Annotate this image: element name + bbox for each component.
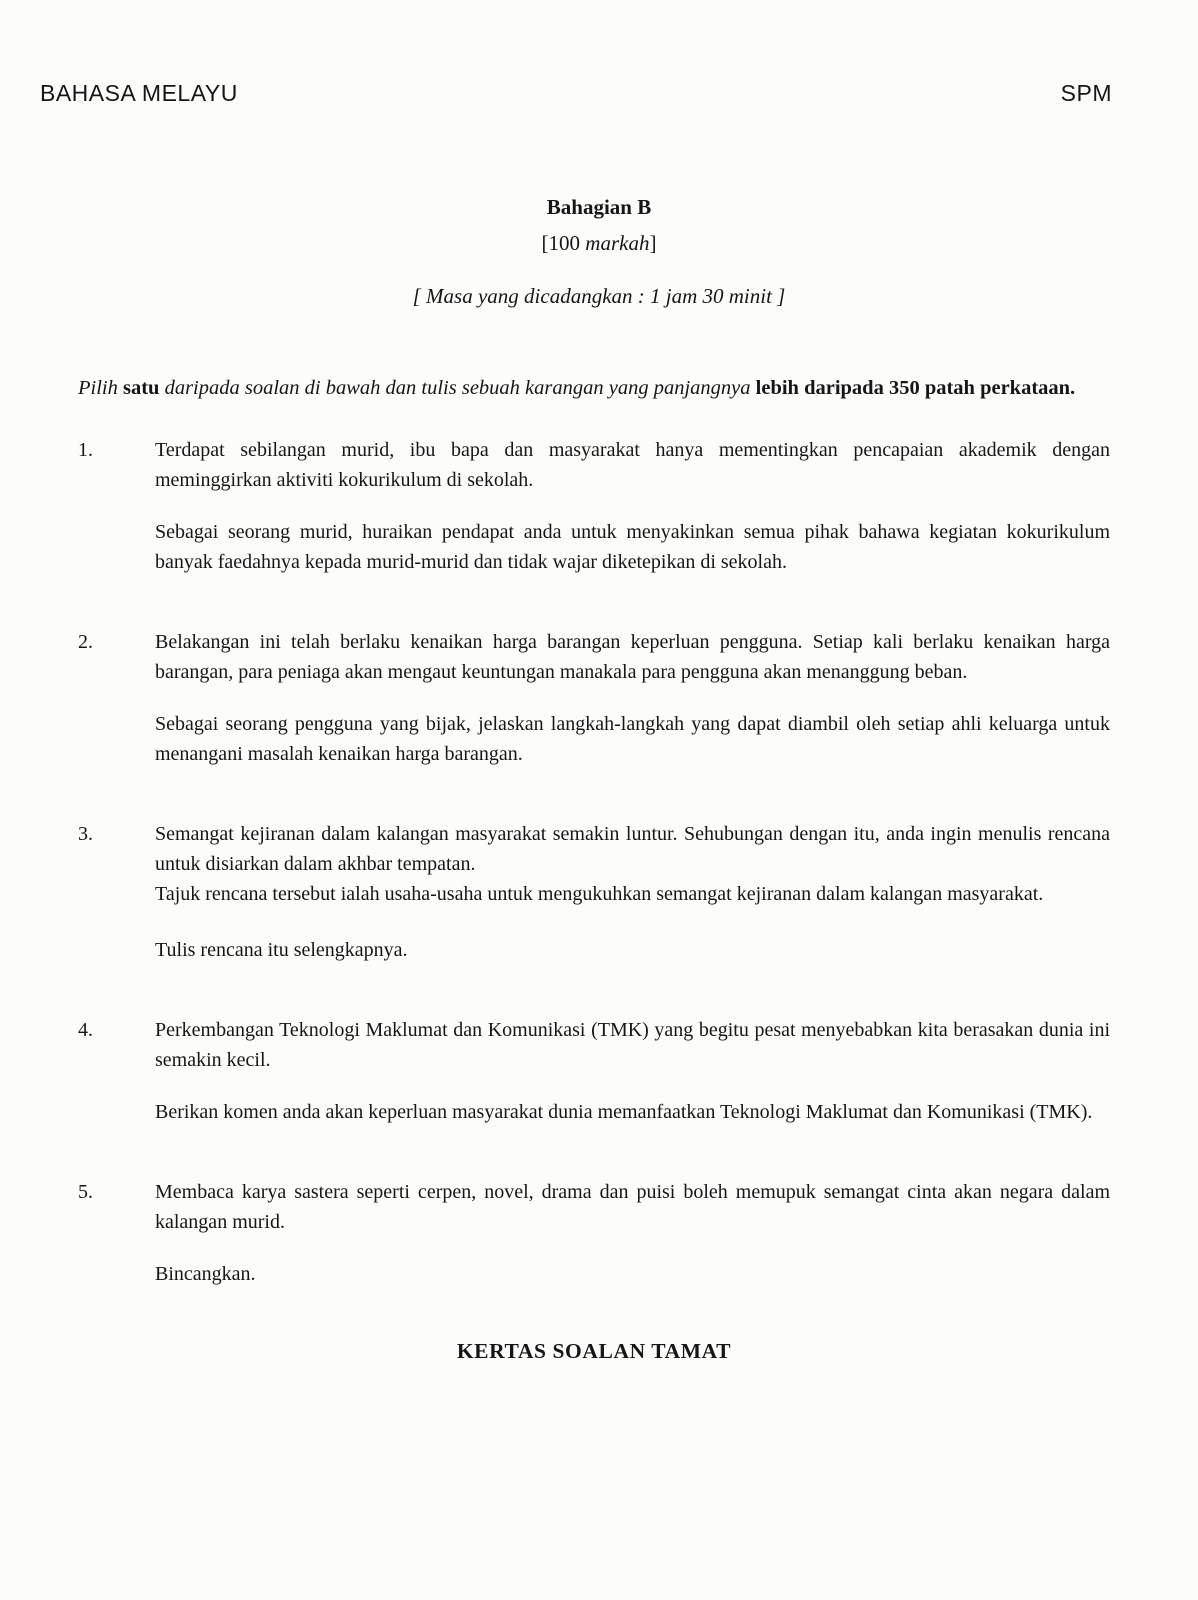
- question-paragraph: Sebagai seorang murid, huraikan pendapat anda untuk menyakinkan semua pihak bahawa kegiatan kokurikulum banyak faedahnya kepada murid-murid dan tidak wajar diketepikan di sekolah.: [155, 521, 1110, 573]
- instruction-part-4: lebih daripada 350 patah perkataan.: [755, 377, 1076, 399]
- question-paragraph: Belakangan ini telah berlaku kenaikan harga barangan keperluan pengguna. Setiap kali berlaku kenaikan harga barangan, para peniaga akan mengaut keuntungan manakala para pengguna akan menanggung beban.: [155, 631, 1110, 683]
- question-body: [155, 627, 1110, 769]
- question-number: 5.: [78, 1181, 93, 1203]
- question-3: [78, 819, 1110, 965]
- section-title: Bahagian B: [546, 195, 652, 219]
- marks-italic: markah: [585, 231, 650, 255]
- section-heading-block: [0, 195, 1198, 309]
- instruction-part-1: Pilih: [78, 377, 123, 399]
- question-paragraph: Semangat kejiranan dalam kalangan masyarakat semakin luntur. Sehubungan dengan itu, anda ingin menulis rencana untuk disiarkan dalam akhbar tempatan.: [155, 823, 1110, 875]
- question-1: [78, 435, 1110, 577]
- marks-close: ]: [649, 231, 657, 255]
- question-paragraph: Sebagai seorang pengguna yang bijak, jelaskan langkah-langkah yang dapat diambil oleh setiap ahli keluarga untuk menangani masalah kenaikan harga barangan.: [155, 713, 1110, 765]
- instruction-part-2: satu: [122, 377, 160, 399]
- question-paragraph: Bincangkan.: [155, 1263, 256, 1285]
- page-content: [0, 373, 1198, 1364]
- question-paragraph: Terdapat sebilangan murid, ibu bapa dan masyarakat hanya mementingkan pencapaian akademik dengan meminggirkan aktiviti kokurikulum di sekolah.: [155, 439, 1110, 491]
- question-number: 4.: [78, 1019, 93, 1041]
- question-body: [155, 1177, 1110, 1289]
- question-paragraph: Tulis rencana itu selengkapnya.: [155, 939, 408, 961]
- question-5: [78, 1177, 1110, 1289]
- question-paragraph: Tajuk rencana tersebut ialah usaha-usaha untuk mengukuhkan semangat kejiranan dalam kalangan masyarakat.: [155, 883, 1044, 905]
- subject-title: BAHASA MELAYU: [40, 80, 238, 106]
- marks-line: [0, 231, 1198, 256]
- question-number: 2.: [78, 631, 93, 653]
- marks-open: [100: [541, 231, 586, 255]
- question-paragraph: Berikan komen anda akan keperluan masyarakat dunia memanfaatkan Teknologi Maklumat dan Komunikasi (TMK).: [155, 1101, 1093, 1123]
- question-body: [155, 435, 1110, 577]
- end-of-paper-title: KERTAS SOALAN TAMAT: [456, 1339, 732, 1363]
- question-2: [78, 627, 1110, 769]
- question-paragraph: Membaca karya sastera seperti cerpen, novel, drama dan puisi boleh memupuk semangat cinta akan negara dalam kalangan murid.: [155, 1181, 1110, 1233]
- instruction-text: [78, 373, 1110, 403]
- instruction-part-3: daripada soalan di bawah dan tulis sebuah karangan yang panjangnya: [159, 377, 756, 399]
- question-body: [155, 1015, 1110, 1127]
- page-header: [0, 0, 1198, 107]
- question-paragraph: Perkembangan Teknologi Maklumat dan Komunikasi (TMK) yang begitu pesat menyebabkan kita berasakan dunia ini semakin kecil.: [155, 1019, 1110, 1071]
- suggested-time-line: [ Masa yang dicadangkan : 1 jam 30 minit ]: [412, 284, 786, 308]
- question-number: 1.: [78, 439, 93, 461]
- question-4: [78, 1015, 1110, 1127]
- question-number: 3.: [78, 823, 93, 845]
- exam-label: SPM: [1060, 80, 1112, 106]
- question-body: [155, 819, 1110, 965]
